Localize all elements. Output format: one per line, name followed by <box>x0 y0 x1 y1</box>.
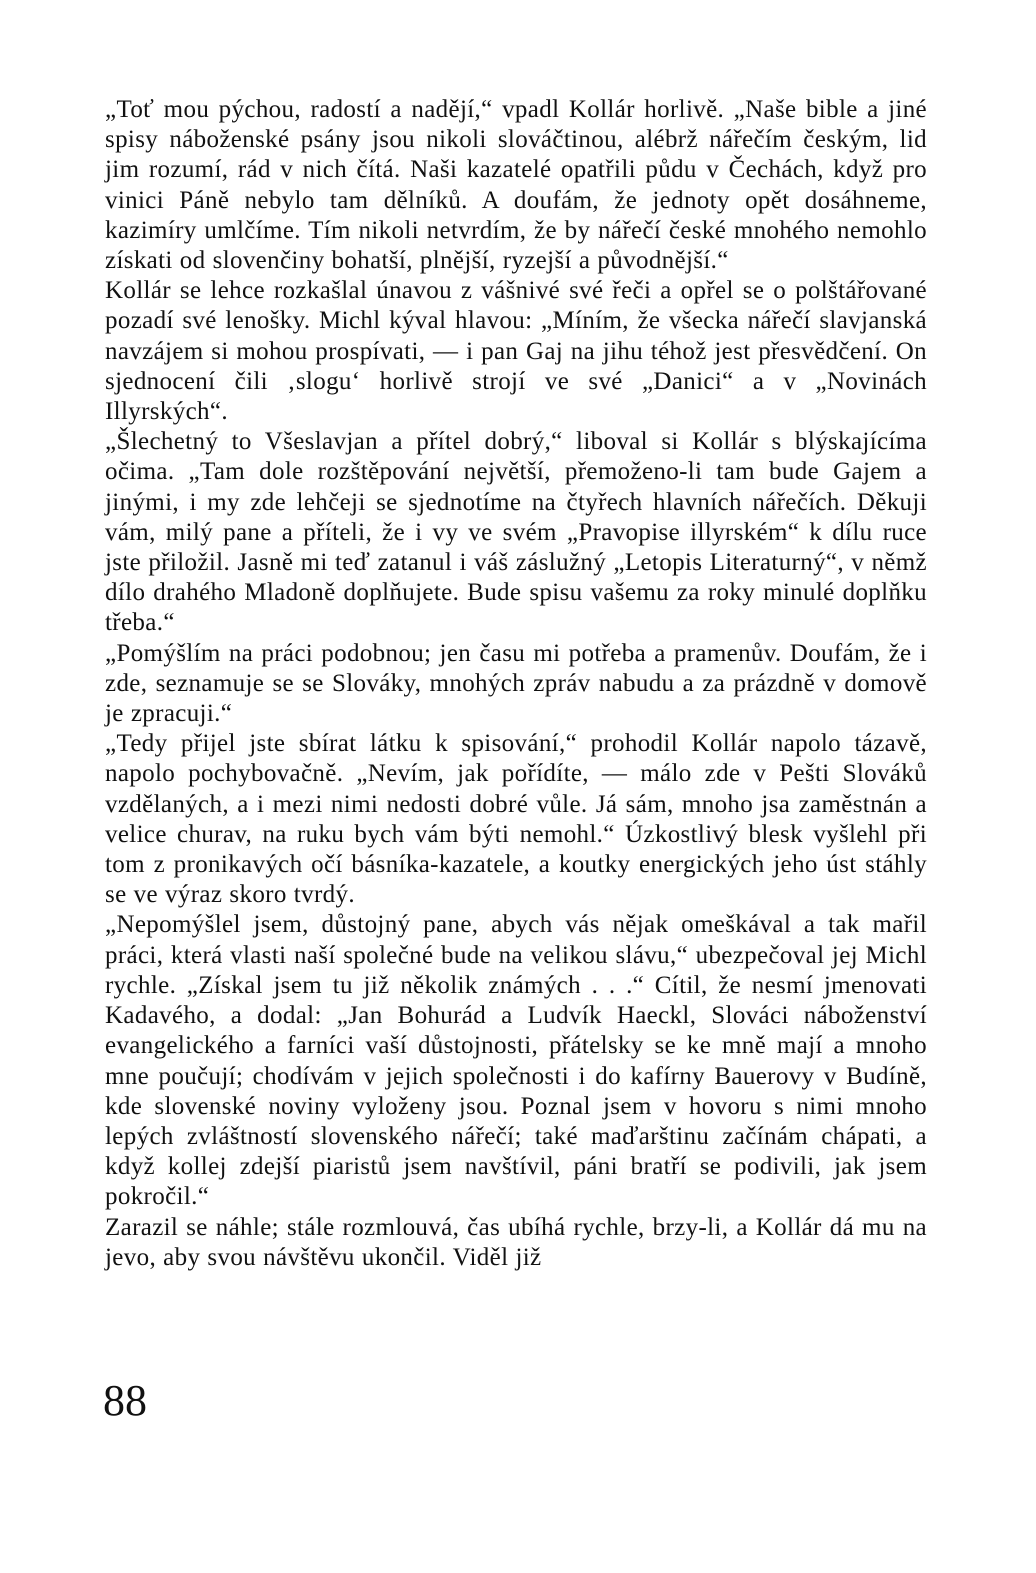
paragraph-7: Zarazil se náhle; stále rozmlouvá, čas ubíhá rychle, brzy-li, a Kollár dá mu na jevo, aby svou návštěvu ukončil. Viděl již <box>105 1213 927 1271</box>
paragraph-5: „Tedy přijel jste sbírat látku k spisování,“ prohodil Kollár napolo tázavě, napolo pochybovačně. „Nevím, jak pořídíte, — málo zde v Pešti Slováků vzdělaných, a i mezi nimi nedosti dobré vůle. Já sám, mnoho jsa zaměstnán a velice churav, na ruku bych vám býti nemohl.“ Úzkostlivý blesk vyšlehl při tom z pronikavých očí básníka-kazatele, a koutky energických jeho úst stáhly se ve výraz skoro tvrdý. <box>105 730 927 909</box>
body-text <box>105 95 927 1273</box>
paragraph-1: „Toť mou pýchou, radostí a nadějí,“ vpadl Kollár horlivě. „Naše bible a jiné spisy náboženské psány jsou nikoli slováčtinou, alébrž nářečím českým, lid jim rozumí, rád v nich čítá. Naši kazatelé opatřili půdu v Čechách, když pro vinici Páně nebylo tam dělníků. A doufám, že jednoty opět dosáhneme, kazimíry umlčíme. Tím nikoli netvrdím, že by nářečí české mnohého nemohlo získati od slovenčiny bohatší, plnější, ryzejší a původnější.“ <box>105 96 927 275</box>
page-number: 88 <box>103 1376 147 1425</box>
paragraph-4: „Pomýšlím na práci podobnou; jen času mi potřeba a pramenův. Doufám, že i zde, seznamuje se se Slováky, mnohých zpráv nabudu a za prázdně v domově je zpracuji.“ <box>105 639 927 728</box>
paragraph-3: „Šlechetný to Všeslavjan a přítel dobrý,“ liboval si Kollár s blýskajícíma očima. „Tam dole rozštěpování největší, přemoženo-li tam bude Gajem a jinými, i my zde lehčeji se sjednotíme na čtyřech hlavních nářečích. Děkuji vám, milý pane a příteli, že i vy ve svém „Pravopise illyrském“ k dílu ruce jste přiložil. Jasně mi teď zatanul i váš záslužný „Letopis Literaturný“, v němž dílo drahého Mladoně doplňujete. Bude spisu vašemu za roky minulé doplňku třeba.“ <box>105 428 927 637</box>
paragraph-6: „Nepomýšlel jsem, důstojný pane, abych vás nějak omeškával a tak mařil práci, která vlasti naší společné bude na velikou slávu,“ ubezpečoval jej Michl rychle. „Získal jsem tu již několik známých . . .“ Cítil, že nesmí jmenovati Kadavého, a dodal: „Jan Bohurád a Ludvík Haeckl, Slováci náboženství evangelického a farníci vaší důstojnosti, přátelsky se ke mně mají a mnoho mne poučují; chodívám v jejich společnosti i do kafírny Bauerovy v Budíně, kde slovenské noviny vyloženy jsou. Poznal jsem v hovoru s nimi mnoho lepých zvláštností slovenského nářečí; také maďarštinu začínám chápati, a když kollej zdejší piaristů jsem navštívil, páni bratří se podivili, jak jsem pokročil.“ <box>105 911 927 1211</box>
paragraph-2: Kollár se lehce rozkašlal únavou z vášnivé své řeči a opřel se o polštářované pozadí své lenošky. Michl kýval hlavou: „Míním, že všecka nářečí slavjanská navzájem si mohou prospívati, — i pan Gaj na jihu téhož jest přesvědčení. On sjednocení čili ‚slogu‘ horlivě strojí ve své „Danici“ a v „Novinách Illyrských“. <box>105 277 927 426</box>
